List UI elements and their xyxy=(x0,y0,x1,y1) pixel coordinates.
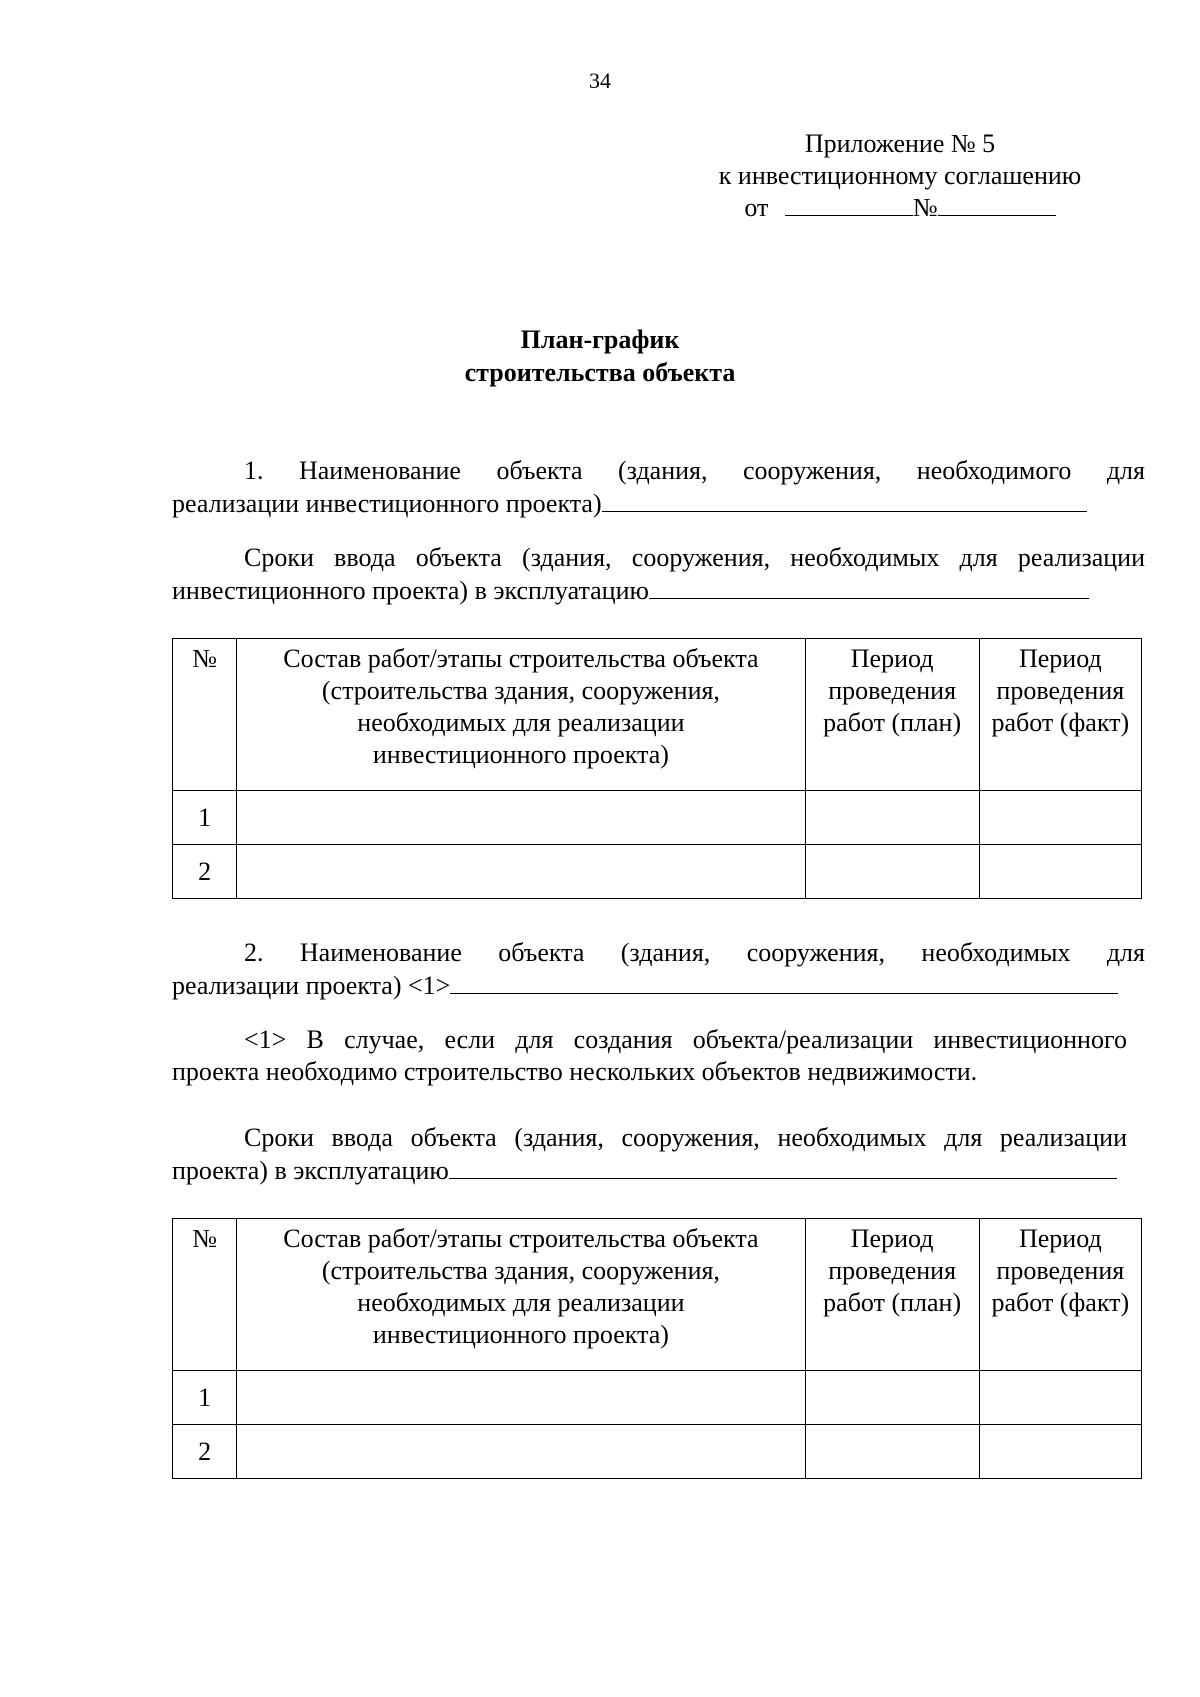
row-fact-cell[interactable] xyxy=(979,1425,1141,1479)
header-work: Состав работ/этапы строительства объекта (строительства здания, сооружения, необходимых для реализации инвестиционного проекта) xyxy=(237,1219,805,1371)
annex-title: Приложение № 5 xyxy=(804,129,996,158)
schedule-table-1 xyxy=(172,638,1142,899)
row-num: 1 xyxy=(173,1371,237,1425)
footnote-line2: проекта необходимо строительство нескольких объектов недвижимости. xyxy=(172,1057,978,1086)
annex-date-number xyxy=(660,192,1140,224)
table-header-row xyxy=(173,639,1142,791)
row-fact-cell[interactable] xyxy=(979,1371,1141,1425)
section2-term-blank[interactable] xyxy=(449,1154,1117,1179)
row-fact-cell[interactable] xyxy=(979,845,1141,899)
row-work-cell[interactable] xyxy=(237,1425,805,1479)
document-title xyxy=(0,323,1200,389)
page-number: 34 xyxy=(589,68,611,93)
section2-name-line1: 2. Наименование объекта (здания, сооружения, необходимых для xyxy=(244,938,1145,967)
title-line2: строительства объекта xyxy=(464,358,736,387)
section2-term-line1: Сроки ввода объекта (здания, сооружения, необходимых для реализации xyxy=(244,1123,1127,1152)
row-num: 2 xyxy=(173,845,237,899)
row-plan-cell[interactable] xyxy=(805,1425,979,1479)
annex-date-blank[interactable] xyxy=(785,193,913,216)
schedule-table-2 xyxy=(172,1218,1142,1479)
row-plan-cell[interactable] xyxy=(805,791,979,845)
annex-header xyxy=(660,128,1140,224)
header-fact-period: Период проведения работ (факт) xyxy=(979,1219,1141,1371)
annex-from-label: от xyxy=(744,193,769,222)
header-plan-period: Период проведения работ (план) xyxy=(805,1219,979,1371)
row-plan-cell[interactable] xyxy=(805,845,979,899)
section1-commissioning-term xyxy=(172,542,1145,607)
section1-term-blank[interactable] xyxy=(649,574,1089,599)
section1-object-name xyxy=(172,455,1145,520)
annex-subtitle: к инвестиционному соглашению xyxy=(718,161,1082,190)
section1-term-line2: инвестиционного проекта) в эксплуатацию xyxy=(172,576,649,605)
header-plan-period: Период проведения работ (план) xyxy=(805,639,979,791)
row-num: 2 xyxy=(173,1425,237,1479)
section2-object-name xyxy=(172,937,1145,1002)
section1-name-line1: 1. Наименование объекта (здания, сооружения, необходимого для xyxy=(244,456,1145,485)
row-fact-cell[interactable] xyxy=(979,791,1141,845)
table-row xyxy=(173,791,1142,845)
table-header-row xyxy=(173,1219,1142,1371)
section2-commissioning-term xyxy=(172,1122,1127,1187)
header-num: № xyxy=(173,639,237,791)
section1-name-line2: реализации инвестиционного проекта) xyxy=(172,489,602,518)
section1-name-blank[interactable] xyxy=(602,487,1087,512)
section2-name-blank[interactable] xyxy=(450,969,1118,994)
footnote xyxy=(172,1024,1127,1088)
row-work-cell[interactable] xyxy=(237,1371,805,1425)
table-row xyxy=(173,1425,1142,1479)
table-row xyxy=(173,845,1142,899)
section1-term-line1: Сроки ввода объекта (здания, сооружения, необходимых для реализации xyxy=(244,543,1145,572)
table-row xyxy=(173,1371,1142,1425)
annex-number-blank[interactable] xyxy=(938,193,1056,216)
row-work-cell[interactable] xyxy=(237,845,805,899)
row-plan-cell[interactable] xyxy=(805,1371,979,1425)
header-work: Состав работ/этапы строительства объекта (строительства здания, сооружения, необходимых для реализации инвестиционного проекта) xyxy=(237,639,805,791)
header-num: № xyxy=(173,1219,237,1371)
title-line1: План-график xyxy=(520,325,680,354)
footnote-line1: <1> В случае, если для создания объекта/реализации инвестиционного xyxy=(244,1025,1127,1054)
header-fact-period: Период проведения работ (факт) xyxy=(979,639,1141,791)
section2-term-line2: проекта) в эксплуатацию xyxy=(172,1156,449,1185)
row-work-cell[interactable] xyxy=(237,791,805,845)
section2-name-line2: реализации проекта) <1> xyxy=(172,971,451,1000)
annex-number-sign: № xyxy=(912,193,938,222)
row-num: 1 xyxy=(173,791,237,845)
